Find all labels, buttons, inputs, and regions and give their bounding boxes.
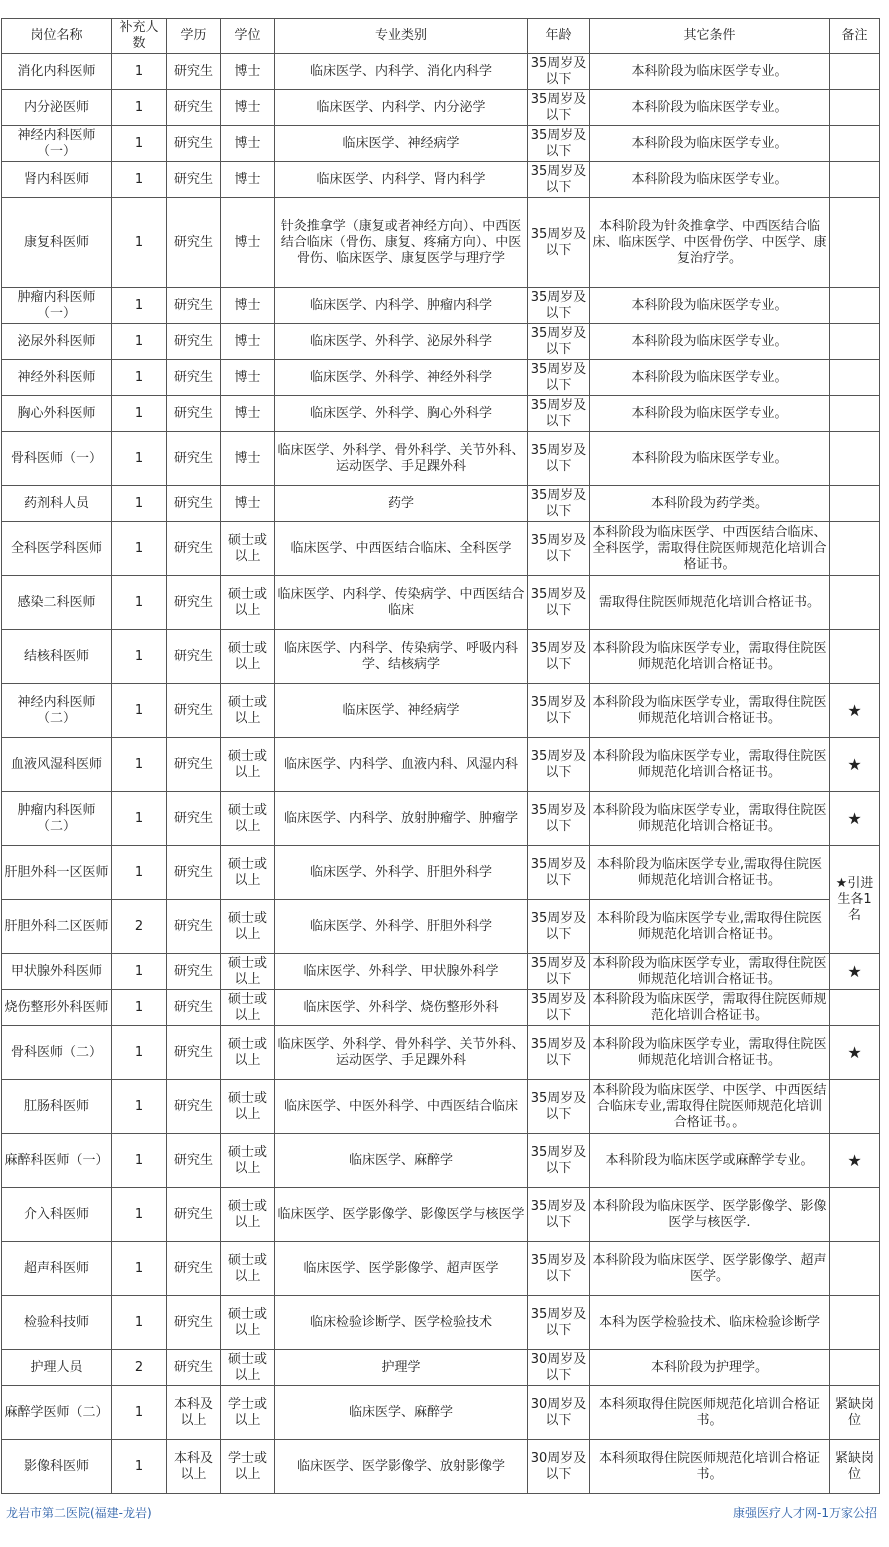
other-cell: 本科为医学检验技术、临床检验诊断学 <box>590 1296 830 1350</box>
degree-cell: 硕士或以上 <box>221 630 275 684</box>
degree-cell: 博士 <box>221 324 275 360</box>
education-cell: 研究生 <box>167 900 221 954</box>
major-cell: 临床医学、外科学、骨外科学、关节外科、运动医学、手足踝外科 <box>275 1026 528 1080</box>
age-cell: 35周岁及以下 <box>528 576 590 630</box>
note-cell: ★ <box>830 954 880 990</box>
position-cell: 肿瘤内科医师（二） <box>2 792 112 846</box>
degree-cell: 硕士或以上 <box>221 1296 275 1350</box>
degree-cell: 博士 <box>221 90 275 126</box>
position-cell: 血液风湿科医师 <box>2 738 112 792</box>
degree-cell: 硕士或以上 <box>221 1188 275 1242</box>
count-cell: 1 <box>112 846 167 900</box>
age-cell: 35周岁及以下 <box>528 846 590 900</box>
degree-cell: 硕士或以上 <box>221 954 275 990</box>
degree-cell: 硕士或以上 <box>221 792 275 846</box>
position-cell: 内分泌医师 <box>2 90 112 126</box>
education-cell: 研究生 <box>167 432 221 486</box>
age-cell: 35周岁及以下 <box>528 990 590 1026</box>
position-cell: 神经外科医师 <box>2 360 112 396</box>
age-cell: 35周岁及以下 <box>528 1188 590 1242</box>
note-cell <box>830 1296 880 1350</box>
count-cell: 1 <box>112 1440 167 1494</box>
count-cell: 1 <box>112 1134 167 1188</box>
major-cell: 针灸推拿学（康复或者神经方向）、中西医结合临床（骨伤、康复、疼痛方向）、中医骨伤、临床医学、康复医学与理疗学 <box>275 198 528 288</box>
other-cell: 本科阶段为临床医学专业,需取得住院医师规范化培训合格证书。 <box>590 900 830 954</box>
other-cell: 本科阶段为临床医学、中西医结合临床、全科医学，需取得住院医师规范化培训合格证书。 <box>590 522 830 576</box>
major-cell: 临床医学、中西医结合临床、全科医学 <box>275 522 528 576</box>
education-cell: 研究生 <box>167 1080 221 1134</box>
other-cell: 本科阶段为临床医学、中医学、中西医结合临床专业,需取得住院医师规范化培训合格证书。。 <box>590 1080 830 1134</box>
degree-cell: 硕士或以上 <box>221 1026 275 1080</box>
table-row <box>2 324 880 360</box>
table-row <box>2 396 880 432</box>
other-cell: 本科阶段为临床医学或麻醉学专业。 <box>590 1134 830 1188</box>
note-cell <box>830 288 880 324</box>
table-row <box>2 360 880 396</box>
education-cell: 研究生 <box>167 846 221 900</box>
major-cell: 临床医学、医学影像学、影像医学与核医学 <box>275 1188 528 1242</box>
note-cell <box>830 1080 880 1134</box>
position-cell: 神经内科医师（一） <box>2 126 112 162</box>
table-row <box>2 576 880 630</box>
note-cell <box>830 396 880 432</box>
note-cell <box>830 360 880 396</box>
position-cell: 感染二科医师 <box>2 576 112 630</box>
count-cell: 2 <box>112 900 167 954</box>
major-cell: 临床医学、内科学、传染病学、中西医结合临床 <box>275 576 528 630</box>
major-cell: 临床医学、内科学、传染病学、呼吸内科学、结核病学 <box>275 630 528 684</box>
other-cell: 本科阶段为临床医学专业，需取得住院医师规范化培训合格证书。 <box>590 792 830 846</box>
major-cell: 临床医学、外科学、骨外科学、关节外科、运动医学、手足踝外科 <box>275 432 528 486</box>
degree-cell: 学士或以上 <box>221 1440 275 1494</box>
degree-cell: 学士或以上 <box>221 1386 275 1440</box>
count-cell: 1 <box>112 396 167 432</box>
age-cell: 35周岁及以下 <box>528 486 590 522</box>
note-cell: ★ <box>830 792 880 846</box>
education-cell: 研究生 <box>167 198 221 288</box>
count-cell: 1 <box>112 1188 167 1242</box>
education-cell: 研究生 <box>167 954 221 990</box>
major-cell: 临床医学、外科学、烧伤整形外科 <box>275 990 528 1026</box>
header-other: 其它条件 <box>590 19 830 54</box>
note-cell <box>830 126 880 162</box>
position-cell: 骨科医师（二） <box>2 1026 112 1080</box>
count-cell: 1 <box>112 1242 167 1296</box>
table-row <box>2 684 880 738</box>
count-cell: 1 <box>112 684 167 738</box>
education-cell: 研究生 <box>167 162 221 198</box>
age-cell: 35周岁及以下 <box>528 360 590 396</box>
count-cell: 1 <box>112 324 167 360</box>
degree-cell: 博士 <box>221 432 275 486</box>
note-cell: ★ <box>830 738 880 792</box>
education-cell: 研究生 <box>167 630 221 684</box>
table-row <box>2 738 880 792</box>
other-cell: 本科阶段为临床医学专业，需取得住院医师规范化培训合格证书。 <box>590 1026 830 1080</box>
count-cell: 1 <box>112 126 167 162</box>
table-body <box>2 54 880 1494</box>
age-cell: 35周岁及以下 <box>528 1026 590 1080</box>
table-row <box>2 90 880 126</box>
age-cell: 35周岁及以下 <box>528 288 590 324</box>
education-cell: 研究生 <box>167 1026 221 1080</box>
note-cell <box>830 54 880 90</box>
table-row <box>2 126 880 162</box>
other-cell: 需取得住院医师规范化培训合格证书。 <box>590 576 830 630</box>
note-cell <box>830 576 880 630</box>
degree-cell: 硕士或以上 <box>221 1134 275 1188</box>
count-cell: 1 <box>112 432 167 486</box>
position-cell: 消化内科医师 <box>2 54 112 90</box>
position-cell: 骨科医师（一） <box>2 432 112 486</box>
count-cell: 1 <box>112 1296 167 1350</box>
age-cell: 35周岁及以下 <box>528 162 590 198</box>
degree-cell: 硕士或以上 <box>221 990 275 1026</box>
table-row <box>2 1080 880 1134</box>
age-cell: 35周岁及以下 <box>528 954 590 990</box>
note-cell <box>830 198 880 288</box>
degree-cell: 博士 <box>221 198 275 288</box>
major-cell: 临床医学、医学影像学、超声医学 <box>275 1242 528 1296</box>
degree-cell: 硕士或以上 <box>221 900 275 954</box>
major-cell: 药学 <box>275 486 528 522</box>
position-cell: 麻醉学医师（二） <box>2 1386 112 1440</box>
education-cell: 研究生 <box>167 1134 221 1188</box>
degree-cell: 硕士或以上 <box>221 684 275 738</box>
age-cell: 35周岁及以下 <box>528 54 590 90</box>
count-cell: 1 <box>112 288 167 324</box>
other-cell: 本科阶段为临床医学专业，需取得住院医师规范化培训合格证书。 <box>590 738 830 792</box>
header-major: 专业类别 <box>275 19 528 54</box>
other-cell: 本科阶段为临床医学专业。 <box>590 90 830 126</box>
note-cell <box>830 1350 880 1386</box>
table-row <box>2 1188 880 1242</box>
table-row <box>2 1440 880 1494</box>
footer-site-name: 康强医疗人才网-1万家公招 <box>733 1506 877 1520</box>
note-cell <box>830 630 880 684</box>
note-cell <box>830 990 880 1026</box>
table-row <box>2 432 880 486</box>
position-cell: 肝胆外科二区医师 <box>2 900 112 954</box>
note-cell <box>830 1188 880 1242</box>
other-cell: 本科阶段为临床医学专业。 <box>590 360 830 396</box>
degree-cell: 博士 <box>221 486 275 522</box>
count-cell: 1 <box>112 1386 167 1440</box>
header-age: 年龄 <box>528 19 590 54</box>
header-row <box>2 19 880 54</box>
other-cell: 本科阶段为临床医学专业。 <box>590 126 830 162</box>
age-cell: 30周岁及以下 <box>528 1386 590 1440</box>
age-cell: 35周岁及以下 <box>528 522 590 576</box>
position-cell: 结核科医师 <box>2 630 112 684</box>
education-cell: 研究生 <box>167 990 221 1026</box>
table-row <box>2 630 880 684</box>
major-cell: 临床医学、中医外科学、中西医结合临床 <box>275 1080 528 1134</box>
note-cell <box>830 162 880 198</box>
note-cell: 紧缺岗位 <box>830 1386 880 1440</box>
other-cell: 本科阶段为药学类。 <box>590 486 830 522</box>
education-cell: 研究生 <box>167 738 221 792</box>
age-cell: 30周岁及以下 <box>528 1350 590 1386</box>
age-cell: 35周岁及以下 <box>528 1242 590 1296</box>
age-cell: 35周岁及以下 <box>528 432 590 486</box>
education-cell: 研究生 <box>167 1296 221 1350</box>
degree-cell: 硕士或以上 <box>221 522 275 576</box>
position-cell: 神经内科医师（二） <box>2 684 112 738</box>
position-cell: 影像科医师 <box>2 1440 112 1494</box>
other-cell: 本科阶段为临床医学、医学影像学、影像医学与核医学. <box>590 1188 830 1242</box>
note-cell: ★ <box>830 1026 880 1080</box>
education-cell: 研究生 <box>167 396 221 432</box>
major-cell: 临床医学、外科学、肝胆外科学 <box>275 900 528 954</box>
table-row <box>2 522 880 576</box>
age-cell: 35周岁及以下 <box>528 792 590 846</box>
position-cell: 麻醉科医师（一） <box>2 1134 112 1188</box>
header-degree: 学位 <box>221 19 275 54</box>
count-cell: 1 <box>112 630 167 684</box>
major-cell: 临床医学、神经病学 <box>275 126 528 162</box>
other-cell: 本科阶段为针灸推拿学、中西医结合临床、临床医学、中医骨伤学、中医学、康复治疗学。 <box>590 198 830 288</box>
degree-cell: 博士 <box>221 162 275 198</box>
other-cell: 本科阶段为临床医学专业。 <box>590 162 830 198</box>
note-cell <box>830 324 880 360</box>
count-cell: 1 <box>112 1080 167 1134</box>
count-cell: 1 <box>112 522 167 576</box>
table-row <box>2 1134 880 1188</box>
age-cell: 35周岁及以下 <box>528 324 590 360</box>
education-cell: 研究生 <box>167 486 221 522</box>
count-cell: 1 <box>112 990 167 1026</box>
education-cell: 研究生 <box>167 90 221 126</box>
major-cell: 临床医学、外科学、甲状腺外科学 <box>275 954 528 990</box>
count-cell: 1 <box>112 486 167 522</box>
age-cell: 35周岁及以下 <box>528 738 590 792</box>
other-cell: 本科阶段为临床医学专业。 <box>590 324 830 360</box>
age-cell: 35周岁及以下 <box>528 198 590 288</box>
position-cell: 介入科医师 <box>2 1188 112 1242</box>
footer-hospital-name: 龙岩市第二医院(福建-龙岩) <box>6 1506 152 1520</box>
education-cell: 研究生 <box>167 576 221 630</box>
position-cell: 肾内科医师 <box>2 162 112 198</box>
age-cell: 35周岁及以下 <box>528 630 590 684</box>
age-cell: 35周岁及以下 <box>528 396 590 432</box>
other-cell: 本科阶段为临床医学专业。 <box>590 54 830 90</box>
age-cell: 35周岁及以下 <box>528 1134 590 1188</box>
note-cell <box>830 90 880 126</box>
degree-cell: 博士 <box>221 288 275 324</box>
count-cell: 1 <box>112 954 167 990</box>
table-row <box>2 162 880 198</box>
major-cell: 临床医学、麻醉学 <box>275 1386 528 1440</box>
position-cell: 护理人员 <box>2 1350 112 1386</box>
degree-cell: 博士 <box>221 54 275 90</box>
education-cell: 研究生 <box>167 1188 221 1242</box>
note-cell <box>830 1242 880 1296</box>
position-cell: 药剂科人员 <box>2 486 112 522</box>
count-cell: 1 <box>112 792 167 846</box>
education-cell: 研究生 <box>167 324 221 360</box>
other-cell: 本科阶段为临床医学，需取得住院医师规范化培训合格证书。 <box>590 990 830 1026</box>
table-row <box>2 1026 880 1080</box>
note-cell <box>830 486 880 522</box>
degree-cell: 博士 <box>221 126 275 162</box>
table-row <box>2 486 880 522</box>
count-cell: 1 <box>112 162 167 198</box>
note-cell: ★引进生各1名 <box>830 846 880 954</box>
degree-cell: 博士 <box>221 396 275 432</box>
other-cell: 本科阶段为临床医学专业。 <box>590 288 830 324</box>
major-cell: 临床医学、内科学、血液内科、风湿内科 <box>275 738 528 792</box>
position-cell: 肛肠科医师 <box>2 1080 112 1134</box>
other-cell: 本科阶段为临床医学专业。 <box>590 432 830 486</box>
education-cell: 研究生 <box>167 360 221 396</box>
position-cell: 肝胆外科一区医师 <box>2 846 112 900</box>
education-cell: 研究生 <box>167 126 221 162</box>
footer <box>0 1500 889 1524</box>
position-cell: 康复科医师 <box>2 198 112 288</box>
recruitment-table <box>1 18 880 1494</box>
education-cell: 研究生 <box>167 288 221 324</box>
table-row <box>2 846 880 900</box>
header-count: 补充人数 <box>112 19 167 54</box>
note-cell <box>830 522 880 576</box>
other-cell: 本科须取得住院医师规范化培训合格证书。 <box>590 1386 830 1440</box>
other-cell: 本科阶段为临床医学专业。 <box>590 396 830 432</box>
education-cell: 研究生 <box>167 54 221 90</box>
position-cell: 甲状腺外科医师 <box>2 954 112 990</box>
degree-cell: 硕士或以上 <box>221 846 275 900</box>
education-cell: 研究生 <box>167 1350 221 1386</box>
other-cell: 本科阶段为临床医学专业，需取得住院医师规范化培训合格证书。 <box>590 630 830 684</box>
table-row <box>2 990 880 1026</box>
note-cell <box>830 432 880 486</box>
major-cell: 临床医学、医学影像学、放射影像学 <box>275 1440 528 1494</box>
other-cell: 本科阶段为临床医学、医学影像学、超声医学。 <box>590 1242 830 1296</box>
position-cell: 超声科医师 <box>2 1242 112 1296</box>
age-cell: 35周岁及以下 <box>528 1296 590 1350</box>
degree-cell: 硕士或以上 <box>221 738 275 792</box>
age-cell: 35周岁及以下 <box>528 684 590 738</box>
table-row <box>2 954 880 990</box>
count-cell: 2 <box>112 1350 167 1386</box>
major-cell: 临床医学、内科学、消化内科学 <box>275 54 528 90</box>
major-cell: 临床医学、内科学、放射肿瘤学、肿瘤学 <box>275 792 528 846</box>
count-cell: 1 <box>112 90 167 126</box>
note-cell: 紧缺岗位 <box>830 1440 880 1494</box>
major-cell: 临床医学、内科学、内分泌学 <box>275 90 528 126</box>
age-cell: 35周岁及以下 <box>528 126 590 162</box>
other-cell: 本科阶段为临床医学专业，需取得住院医师规范化培训合格证书。 <box>590 954 830 990</box>
table-row <box>2 900 880 954</box>
other-cell: 本科阶段为临床医学专业，需取得住院医师规范化培训合格证书。 <box>590 684 830 738</box>
degree-cell: 博士 <box>221 360 275 396</box>
header-education: 学历 <box>167 19 221 54</box>
degree-cell: 硕士或以上 <box>221 576 275 630</box>
major-cell: 临床医学、外科学、神经外科学 <box>275 360 528 396</box>
table-row <box>2 288 880 324</box>
major-cell: 临床医学、外科学、泌尿外科学 <box>275 324 528 360</box>
table-row <box>2 792 880 846</box>
education-cell: 本科及以上 <box>167 1386 221 1440</box>
count-cell: 1 <box>112 360 167 396</box>
major-cell: 临床医学、内科学、肾内科学 <box>275 162 528 198</box>
other-cell: 本科阶段为护理学。 <box>590 1350 830 1386</box>
major-cell: 护理学 <box>275 1350 528 1386</box>
note-cell: ★ <box>830 684 880 738</box>
age-cell: 30周岁及以下 <box>528 1440 590 1494</box>
count-cell: 1 <box>112 738 167 792</box>
major-cell: 临床医学、内科学、肿瘤内科学 <box>275 288 528 324</box>
age-cell: 35周岁及以下 <box>528 90 590 126</box>
count-cell: 1 <box>112 54 167 90</box>
other-cell: 本科须取得住院医师规范化培训合格证书。 <box>590 1440 830 1494</box>
table-row <box>2 54 880 90</box>
count-cell: 1 <box>112 576 167 630</box>
position-cell: 烧伤整形外科医师 <box>2 990 112 1026</box>
age-cell: 35周岁及以下 <box>528 1080 590 1134</box>
major-cell: 临床医学、外科学、胸心外科学 <box>275 396 528 432</box>
education-cell: 研究生 <box>167 792 221 846</box>
position-cell: 全科医学科医师 <box>2 522 112 576</box>
education-cell: 本科及以上 <box>167 1440 221 1494</box>
table-row <box>2 1386 880 1440</box>
count-cell: 1 <box>112 1026 167 1080</box>
position-cell: 泌尿外科医师 <box>2 324 112 360</box>
degree-cell: 硕士或以上 <box>221 1242 275 1296</box>
recruitment-table-container <box>1 18 880 1494</box>
table-row <box>2 1350 880 1386</box>
major-cell: 临床检验诊断学、医学检验技术 <box>275 1296 528 1350</box>
major-cell: 临床医学、外科学、肝胆外科学 <box>275 846 528 900</box>
position-cell: 检验科技师 <box>2 1296 112 1350</box>
age-cell: 35周岁及以下 <box>528 900 590 954</box>
position-cell: 胸心外科医师 <box>2 396 112 432</box>
degree-cell: 硕士或以上 <box>221 1350 275 1386</box>
education-cell: 研究生 <box>167 684 221 738</box>
other-cell: 本科阶段为临床医学专业,需取得住院医师规范化培训合格证书。 <box>590 846 830 900</box>
education-cell: 研究生 <box>167 1242 221 1296</box>
position-cell: 肿瘤内科医师（一） <box>2 288 112 324</box>
header-note: 备注 <box>830 19 880 54</box>
count-cell: 1 <box>112 198 167 288</box>
degree-cell: 硕士或以上 <box>221 1080 275 1134</box>
table-row <box>2 1242 880 1296</box>
table-row <box>2 1296 880 1350</box>
note-cell: ★ <box>830 1134 880 1188</box>
major-cell: 临床医学、神经病学 <box>275 684 528 738</box>
education-cell: 研究生 <box>167 522 221 576</box>
table-row <box>2 198 880 288</box>
major-cell: 临床医学、麻醉学 <box>275 1134 528 1188</box>
header-position: 岗位名称 <box>2 19 112 54</box>
